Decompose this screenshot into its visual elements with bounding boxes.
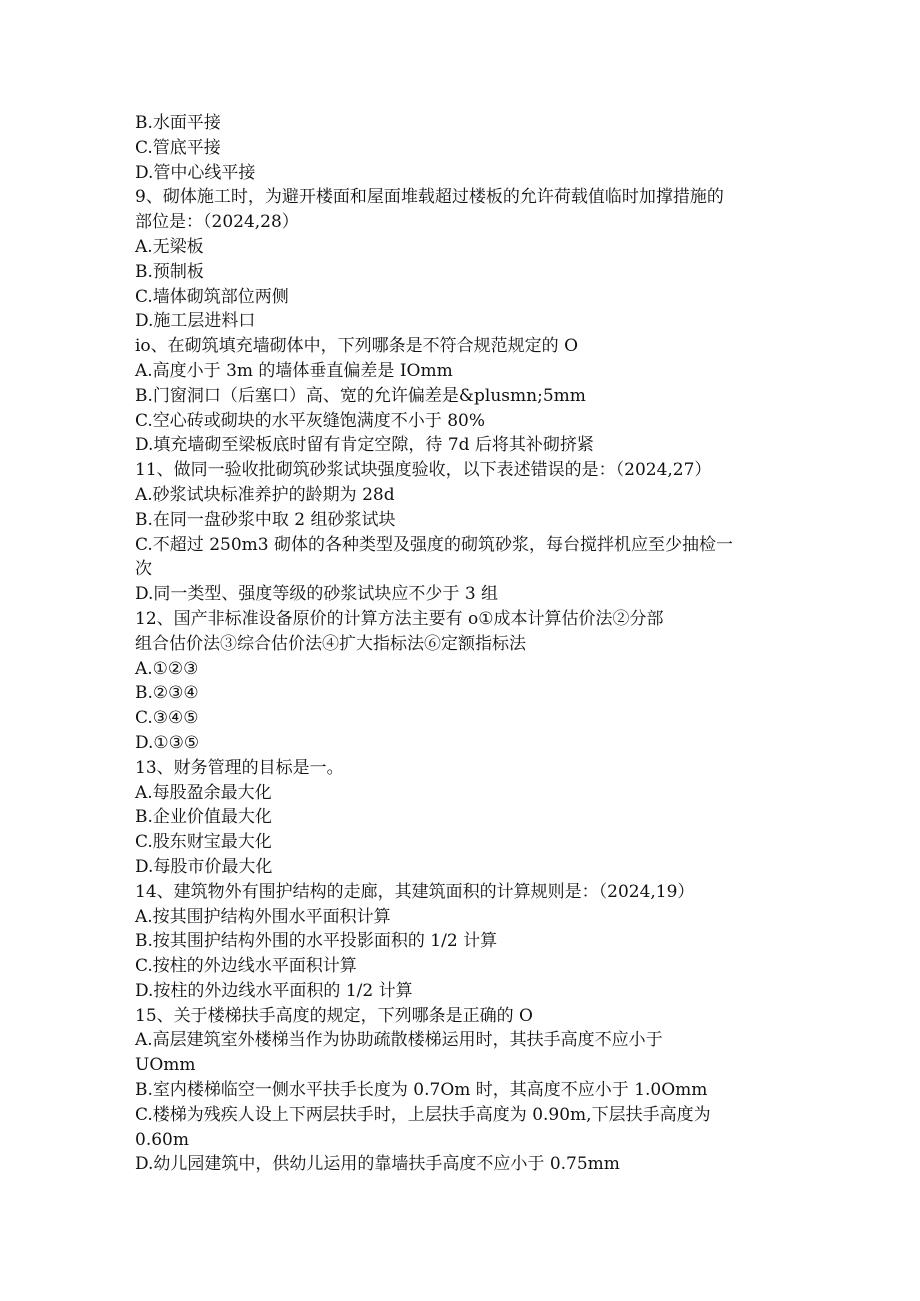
- text-line: B.企业价值最大化: [135, 807, 272, 828]
- text-line: 13、财务管理的目标是一。: [135, 757, 344, 778]
- text-line: A.①②③: [135, 658, 199, 679]
- text-line: D.①③⑤: [135, 732, 200, 753]
- text-line: C.③④⑤: [135, 708, 199, 729]
- text-line: 12、国产非标准设备原价的计算方法主要有 o①成本计算估价法②分部: [135, 608, 664, 629]
- text-line: C.股东财宝最大化: [135, 832, 272, 853]
- text-line: C.墙体砌筑部位两侧: [135, 286, 289, 307]
- text-line: C.空心砖或砌块的水平灰缝饱满度不小于 80%: [135, 410, 485, 431]
- text-line: C.管底平接: [135, 137, 221, 158]
- text-line: 9、砌体施工时，为避开楼面和屋面堆载超过楼板的允许荷载值临时加撑措施的: [135, 187, 724, 208]
- text-line: C.楼梯为残疾人设上下两层扶手时，上层扶手高度为 0.90m,下层扶手高度为: [135, 1104, 711, 1125]
- text-line: 0.60m: [135, 1129, 189, 1150]
- text-line: C.按柱的外边线水平面积计算: [135, 956, 357, 977]
- text-line: A.每股盈余最大化: [135, 782, 272, 803]
- text-line: A.按其围护结构外围水平面积计算: [135, 906, 391, 927]
- text-line: B.室内楼梯临空一侧水平扶手长度为 0.7Om 时，其高度不应小于 1.0Omm: [135, 1080, 708, 1101]
- text-line: UOmm: [135, 1055, 196, 1076]
- exam-question-text: [135, 111, 785, 1177]
- text-line: 次: [135, 559, 152, 580]
- text-line: B.在同一盘砂浆中取 2 组砂浆试块: [135, 509, 396, 530]
- text-line: D.同一类型、强度等级的砂浆试块应不少于 3 组: [135, 584, 499, 605]
- text-line: B.预制板: [135, 261, 204, 282]
- text-line: 14、建筑物外有围护结构的走廊，其建筑面积的计算规则是：（2024,19）: [135, 881, 695, 902]
- text-line: 15、关于楼梯扶手高度的规定，下列哪条是正确的 O: [135, 1005, 533, 1026]
- text-line: D.管中心线平接: [135, 162, 256, 183]
- text-line: B.②③④: [135, 683, 199, 704]
- text-line: B.水面平接: [135, 113, 221, 133]
- text-line: A.砂浆试块标准养护的龄期为 28d: [135, 484, 395, 505]
- text-line: B.门窗洞口（后塞口）高、宽的允许偏差是&plusmn;5mm: [135, 385, 586, 406]
- text-line: D.按柱的外边线水平面积的 1/2 计算: [135, 980, 413, 1001]
- text-line: A.高度小于 3m 的墙体垂直偏差是 IOmm: [135, 360, 453, 381]
- text-line: A.无梁板: [135, 236, 204, 257]
- text-line: 部位是：（2024,28）: [135, 212, 299, 233]
- text-line: C.不超过 250m3 砌体的各种类型及强度的砌筑砂浆，每台搅拌机应至少抽检一: [135, 534, 733, 555]
- text-line: 11、做同一验收批砌筑砂浆试块强度验收，以下表述错误的是：（2024,27）: [135, 460, 712, 481]
- text-line: D.填充墙砌至梁板底时留有肯定空隙，待 7d 后将其补砌挤紧: [135, 435, 594, 456]
- text-line: D.每股市价最大化: [135, 856, 273, 877]
- text-line: A.高层建筑室外楼梯当作为协助疏散楼梯运用时，其扶手高度不应小于: [135, 1030, 663, 1051]
- text-line: io、在砌筑填充墙砌体中，下列哪条是不符合规范规定的 O: [135, 336, 579, 357]
- text-line: 组合估价法③综合估价法④扩大指标法⑥定额指标法: [135, 633, 526, 654]
- text-line: B.按其围护结构外围的水平投影面积的 1/2 计算: [135, 931, 498, 952]
- text-line: D.幼儿园建筑中，供幼儿运用的靠墙扶手高度不应小于 0.75mm: [135, 1154, 620, 1175]
- text-line: D.施工层进料口: [135, 311, 256, 332]
